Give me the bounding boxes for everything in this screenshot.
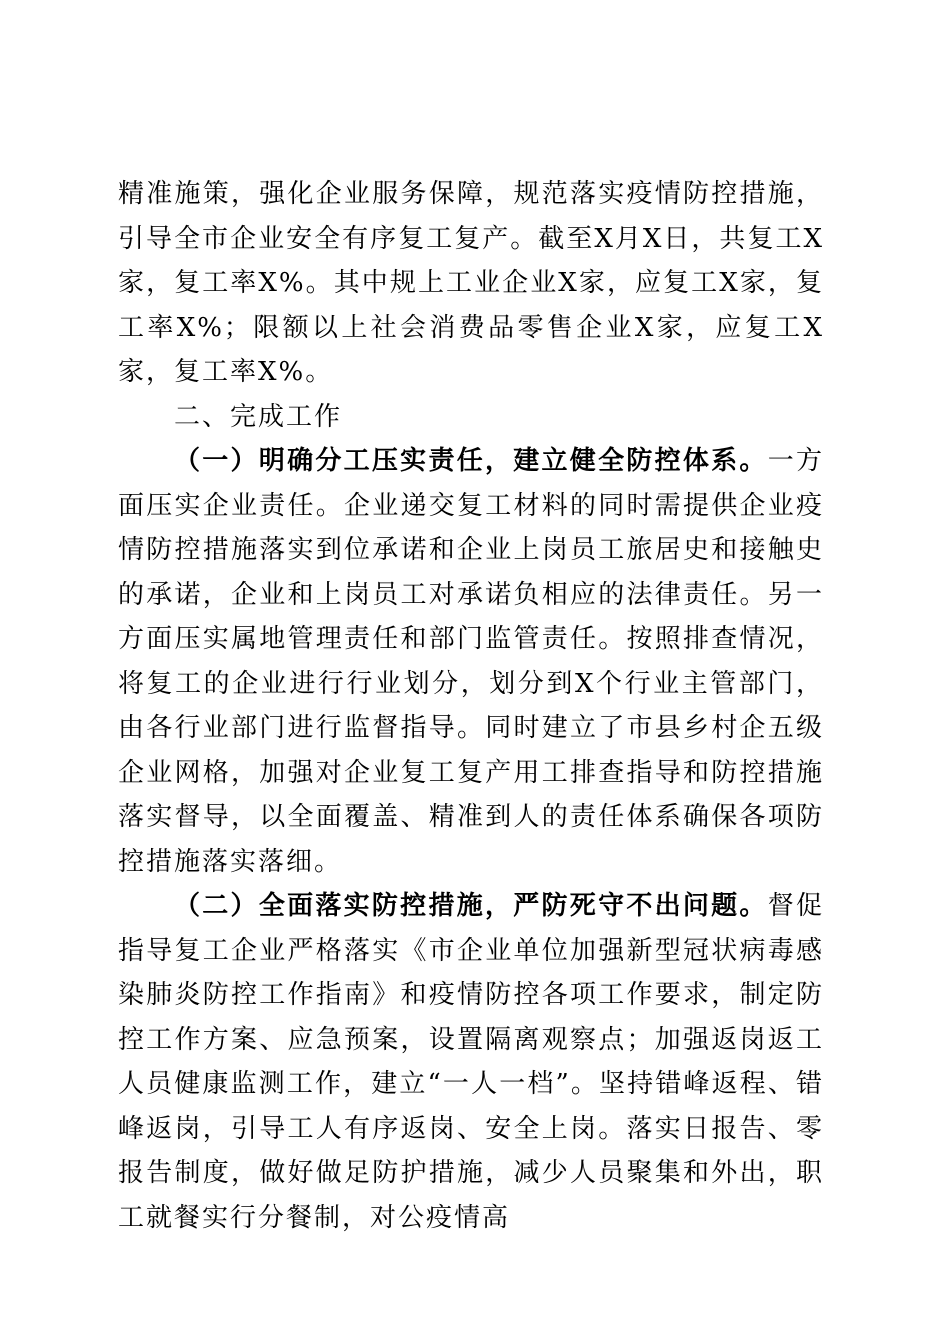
item-title-1: （一）明确分工压实责任，建立健全防控体系。 bbox=[174, 446, 768, 476]
section-heading: 二、完成工作 bbox=[174, 401, 343, 432]
item-body-1: 一方面压实企业责任。企业递交复工材料的同时需提供企业疫情防控措施落实到位承诺和企业上岗员工旅居史和接触史的承诺，企业和上岗员工对承诺负相应的法律责任。另一方面压实属地管理责任和部门监管责任。按照排查情况，将复工的企业进行行业划分，划分到X个行业主管部门，由各行业部门进行监督指导。同时建立了市县乡村企五级企业网格，加强对企业复工复产用工排查指导和防控措施落实督导，以全面覆盖、精准到人的责任体系确保各项防控措施落实落细。 bbox=[118, 446, 824, 877]
item-paragraph-2 bbox=[118, 884, 824, 1240]
item-paragraph-1 bbox=[118, 439, 824, 884]
document-body bbox=[118, 172, 824, 1240]
intro-paragraph: 精准施策，强化企业服务保障，规范落实疫情防控措施，引导全市企业安全有序复工复产。截至X月X日，共复工X家，复工率X%。其中规上工业企业X家，应复工X家，复工率X%；限额以上社会消费品零售企业X家，应复工X家，复工率X%。 bbox=[118, 179, 824, 387]
item-body-2: 督促指导复工企业严格落实《市企业单位加强新型冠状病毒感染肺炎防控工作指南》和疫情防控各项工作要求，制定防控工作方案、应急预案，设置隔离观察点；加强返岗返工人员健康监测工作，建立“一人一档”。坚持错峰返程、错峰返岗，引导工人有序返岗、安全上岗。落实日报告、零报告制度，做好做足防护措施，减少人员聚集和外出，职工就餐实行分餐制，对公疫情高 bbox=[118, 891, 824, 1233]
item-title-2: （二）全面落实防控措施，严防死守不出问题。 bbox=[174, 891, 768, 921]
